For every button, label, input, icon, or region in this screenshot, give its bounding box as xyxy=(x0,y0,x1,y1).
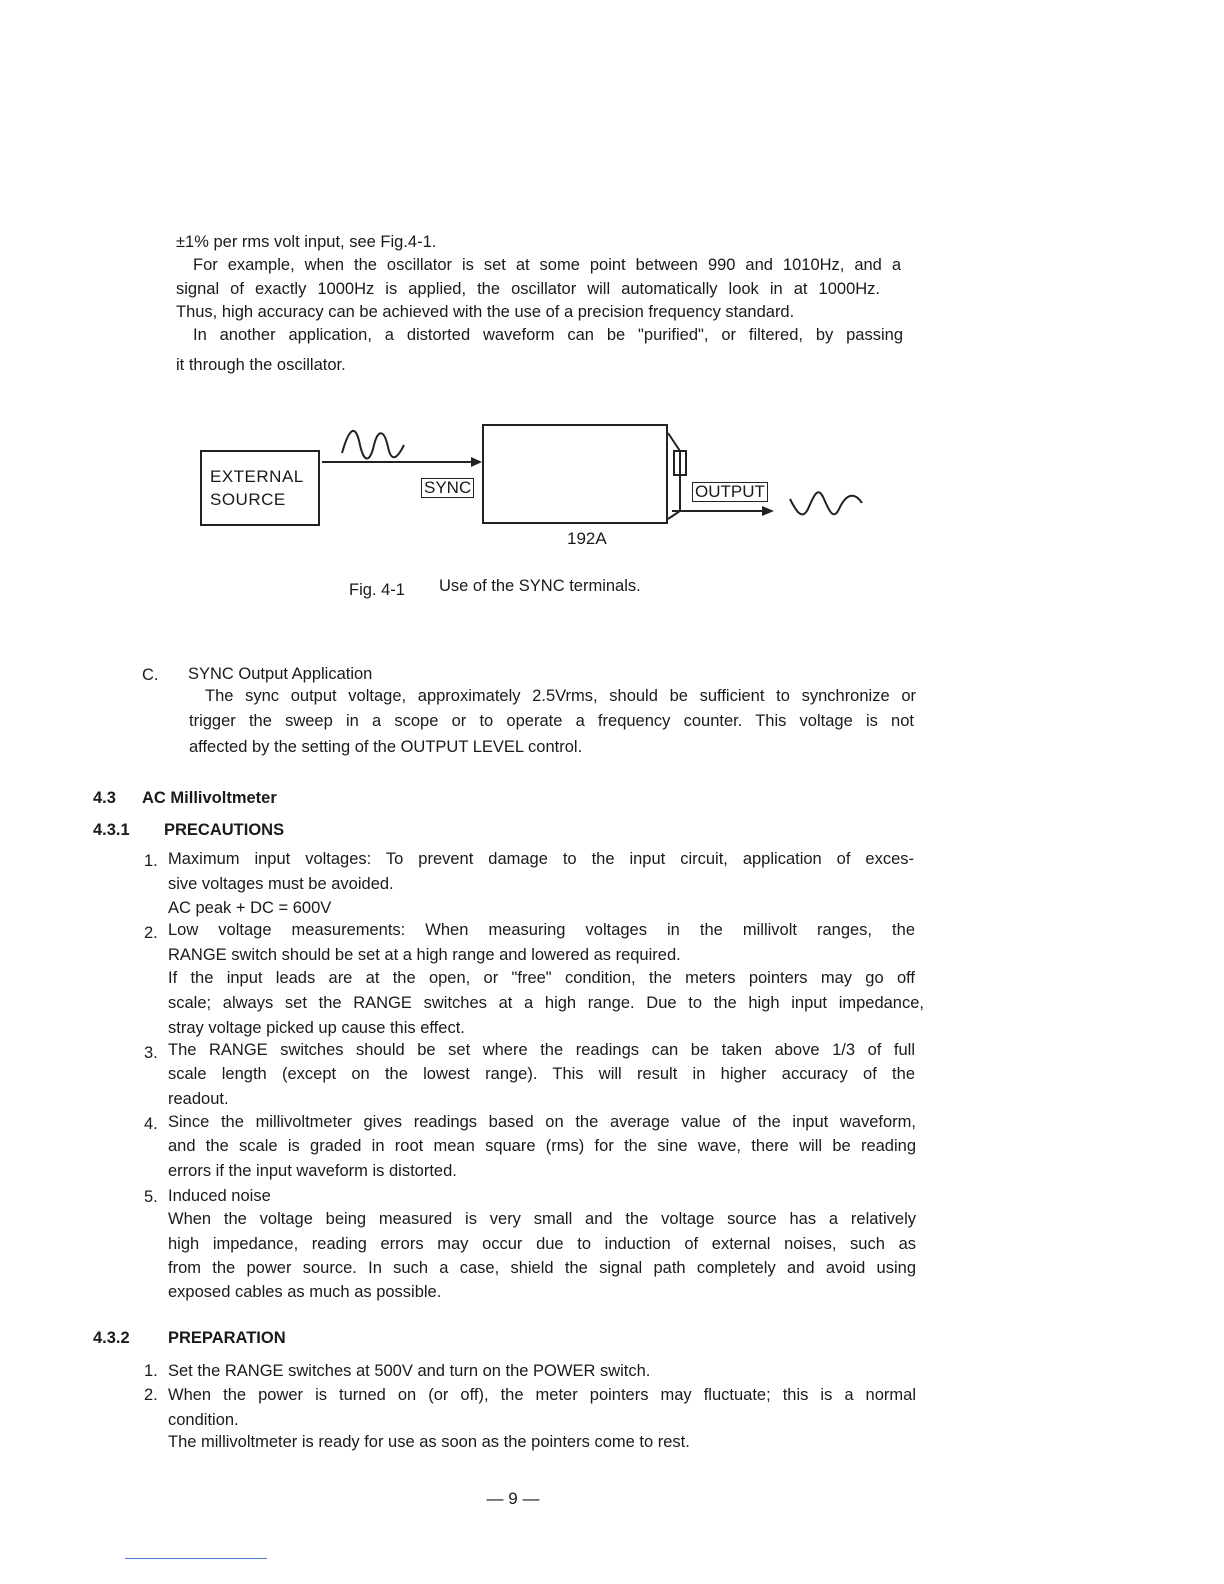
section-c-title: SYNC Output Application xyxy=(188,665,373,683)
external-source-label-line-1: EXTERNAL xyxy=(210,467,304,486)
section-4-3-2-number: 4.3.2 xyxy=(93,1329,130,1347)
section-4-3-2-title: PREPARATION xyxy=(168,1329,286,1347)
device-192a-box xyxy=(482,424,668,524)
intro-line-1: ±1% per rms volt input, see Fig.4-1. xyxy=(176,233,437,251)
precaution-3-line-3: readout. xyxy=(168,1090,229,1108)
figure-4-1-diagram xyxy=(190,415,890,555)
preparation-2-line-3: The millivoltmeter is ready for use as soon as the pointers come to rest. xyxy=(168,1433,690,1451)
precaution-5-line-4: from the power source. In such a case, shield the signal path completely and avoid using xyxy=(168,1259,916,1277)
precaution-5-line-3: high impedance, reading errors may occur due to induction of external noises, such as xyxy=(168,1235,916,1253)
intro-line-6: it through the oscillator. xyxy=(176,356,346,374)
external-source-box xyxy=(200,450,320,526)
figure-caption-text: Use of the SYNC terminals. xyxy=(439,577,641,595)
precaution-4-number: 4. xyxy=(144,1115,158,1133)
precaution-4-line-1: Since the millivoltmeter gives readings based on the average value of the input waveform, xyxy=(168,1113,916,1131)
arrow-to-output-icon xyxy=(762,506,774,516)
precaution-2-line-4: scale; always set the RANGE switches at a high range. Due to the high input impedance, xyxy=(168,994,924,1012)
preparation-2-line-1: When the power is turned on (or off), the meter pointers may fluctuate; this is a normal xyxy=(168,1386,916,1404)
section-4-3-1-title: PRECAUTIONS xyxy=(164,821,285,839)
precaution-2-line-1: Low voltage measurements: When measuring voltages in the millivolt ranges, the xyxy=(168,921,915,939)
output-waveform-icon xyxy=(790,492,862,514)
preparation-1-number: 1. xyxy=(144,1362,158,1380)
section-4-3-title: AC Millivoltmeter xyxy=(142,789,277,807)
figure-caption-number: Fig. 4-1 xyxy=(349,581,405,599)
section-4-3-number: 4.3 xyxy=(93,789,116,807)
arrow-to-sync-icon xyxy=(471,457,482,467)
precaution-5-line-2: When the voltage being measured is very small and the voltage source has a relatively xyxy=(168,1210,916,1228)
scan-artifact-line xyxy=(125,1558,267,1559)
section-c-line-2: trigger the sweep in a scope or to operate a frequency counter. This voltage is not xyxy=(189,712,914,730)
intro-line-3: signal of exactly 1000Hz is applied, the oscillator will automatically look in at 1000Hz. xyxy=(176,280,880,298)
intro-line-4: Thus, high accuracy can be achieved with the use of a precision frequency standard. xyxy=(176,303,795,321)
intro-line-2: For example, when the oscillator is set at some point between 990 and 1010Hz, and a xyxy=(193,256,901,274)
precaution-1-line-2: sive voltages must be avoided. xyxy=(168,875,394,893)
precaution-5-number: 5. xyxy=(144,1188,158,1206)
device-label: 192A xyxy=(567,529,607,548)
page-number: — 9 — xyxy=(486,1489,540,1508)
section-c-letter: C. xyxy=(142,666,159,684)
precaution-2-line-2: RANGE switch should be set at a high range and lowered as required. xyxy=(168,946,681,964)
intro-line-5: In another application, a distorted waveform can be "purified", or filtered, by passing xyxy=(193,326,903,344)
preparation-1-line-1: Set the RANGE switches at 500V and turn on the POWER switch. xyxy=(168,1362,651,1380)
precaution-1-number: 1. xyxy=(144,852,158,870)
precaution-3-line-2: scale length (except on the lowest range). This will result in higher accuracy of the xyxy=(168,1065,915,1083)
section-c-line-1: The sync output voltage, approximately 2.5Vrms, should be sufficient to synchronize or xyxy=(205,687,916,705)
precaution-3-number: 3. xyxy=(144,1044,158,1062)
sync-terminal-label: SYNC xyxy=(421,478,474,498)
precaution-5-line-5: exposed cables as much as possible. xyxy=(168,1283,442,1301)
preparation-2-line-2: condition. xyxy=(168,1411,239,1429)
precaution-4-line-3: errors if the input waveform is distorted. xyxy=(168,1162,457,1180)
precaution-1-line-3: AC peak + DC = 600V xyxy=(168,899,332,917)
section-c-line-3: affected by the setting of the OUTPUT LEVEL control. xyxy=(189,738,583,756)
precaution-4-line-2: and the scale is graded in root mean square (rms) for the sine wave, there will be reading xyxy=(168,1137,916,1155)
input-waveform-icon xyxy=(342,431,404,459)
output-terminal-label: OUTPUT xyxy=(692,482,768,502)
precaution-2-number: 2. xyxy=(144,924,158,942)
precaution-2-line-5: stray voltage picked up cause this effect. xyxy=(168,1019,465,1037)
precaution-5-line-1: Induced noise xyxy=(168,1187,271,1205)
section-4-3-1-number: 4.3.1 xyxy=(93,821,130,839)
external-source-label-line-2: SOURCE xyxy=(210,490,286,509)
precaution-1-line-1: Maximum input voltages: To prevent damage to the input circuit, application of exces- xyxy=(168,850,914,868)
precaution-3-line-1: The RANGE switches should be set where the readings can be taken above 1/3 of full xyxy=(168,1041,915,1059)
preparation-2-number: 2. xyxy=(144,1386,158,1404)
precaution-2-line-3: If the input leads are at the open, or "free" condition, the meters pointers may go off xyxy=(168,969,915,987)
